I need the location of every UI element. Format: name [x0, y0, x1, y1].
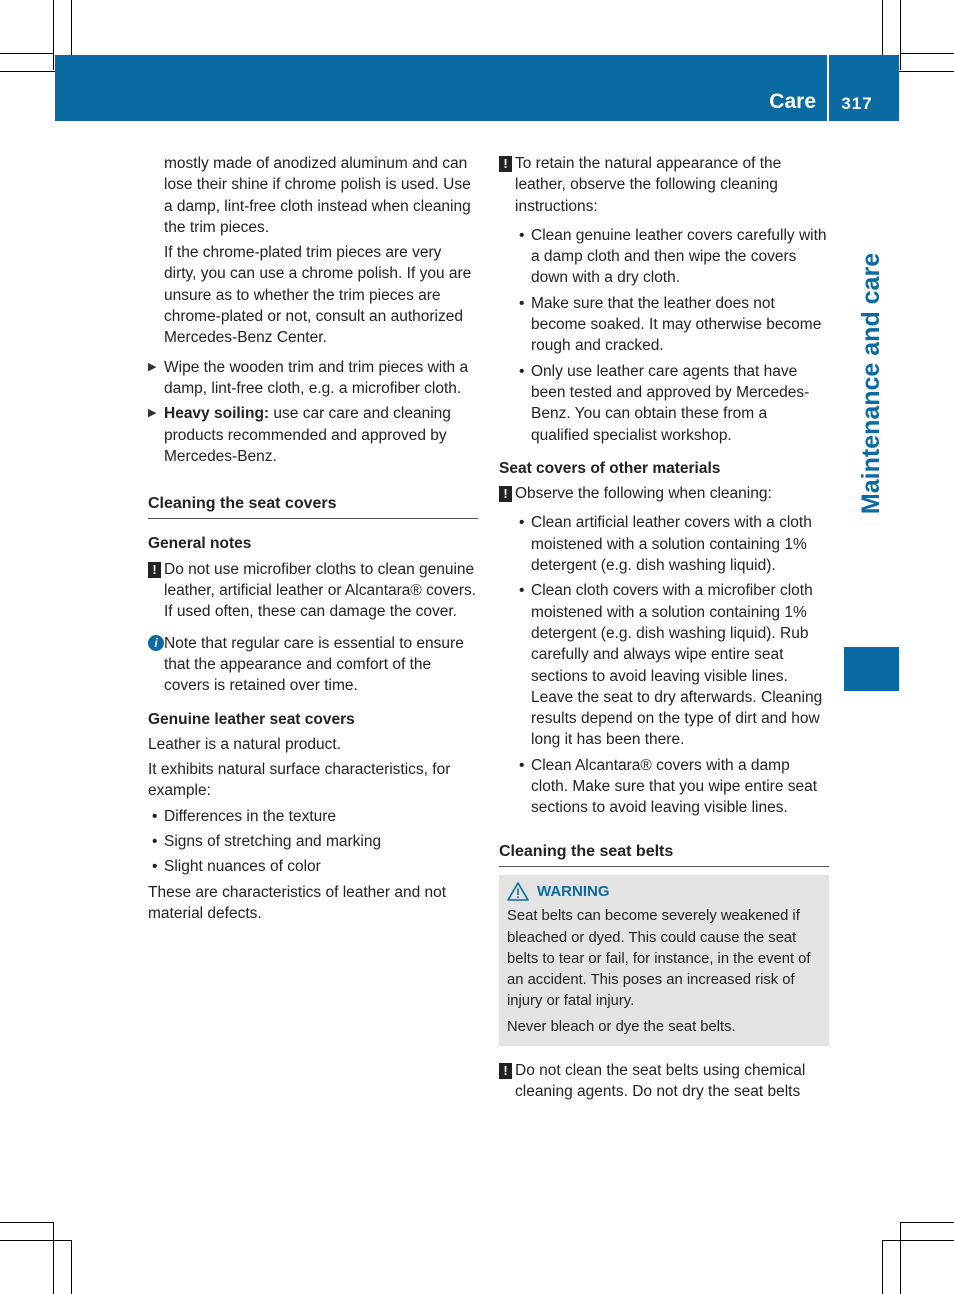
- section-title: Care: [769, 90, 816, 113]
- list-item-text: Slight nuances of color: [164, 858, 321, 876]
- crop-mark: [0, 71, 55, 72]
- warning-text: Seat belts can become severely weakened if bleached or dyed. This could cause the seat belts to tear or fail, for instance, in the event of an accident. This poses an increased risk of injury or fatal injury.: [507, 908, 811, 1010]
- list-item: • Signs of stretching and marking: [152, 833, 382, 851]
- caution-note: [499, 483, 829, 504]
- exclamation-icon: !: [499, 486, 512, 502]
- paragraph: If the chrome-plated trim pieces are very dirty, you can use a chrome polish. If you are unsure as to whether the trim pieces are chrome-plated or not, consult an authorized Mercedes-Benz Center.: [164, 244, 472, 347]
- step-text: use car care and cleaning products recommended and approved by Mercedes-Benz.: [164, 405, 451, 465]
- list-item: • Clean cloth covers with a microfiber cloth moistened with a solution containing 1% detergent (e.g. dish washing liquid). Rub carefully and always wipe entire seat sections to avoid leaving visible lines. Leave the seat to dry afterwards. Cleaning results depend on the type of dirt and how long it has been there.: [519, 582, 823, 749]
- crop-mark: [53, 1222, 54, 1294]
- instruction-step: [148, 403, 478, 467]
- list-item-text: Only use leather care agents that have been tested and approved by Mercedes-Benz. You can obtain these from a qualified specialist workshop.: [531, 362, 810, 444]
- paragraph: It exhibits natural surface characteristics, for example:: [148, 761, 451, 800]
- list-item: • Make sure that the leather does not become soaked. It may otherwise become rough and cracked.: [519, 294, 822, 355]
- warning-box: [499, 875, 829, 1046]
- arrow-bullet-icon: ▶: [148, 407, 157, 420]
- crop-mark: [899, 71, 954, 72]
- crop-mark: [0, 1222, 53, 1223]
- exclamation-icon: !: [148, 562, 161, 578]
- crop-mark: [0, 1240, 71, 1241]
- crop-mark: [900, 0, 901, 70]
- list-item-text: Clean cloth covers with a microfiber cloth moistened with a solution containing 1% detergent (e.g. dish washing liquid). Rub carefully and always wipe entire seat sections to avoid leaving visible lines. Leave the seat to dry afterwards. Cleaning results depend on the type of dirt and how long it has been there.: [531, 582, 823, 749]
- right-column: [499, 153, 829, 1107]
- caution-note: [499, 153, 829, 217]
- caution-note: [499, 1060, 829, 1103]
- info-icon: i: [148, 635, 164, 651]
- crop-mark: [901, 53, 954, 54]
- list-item-text: Differences in the texture: [164, 807, 337, 825]
- list-item-text: Clean genuine leather covers carefully with a damp cloth and then wipe the covers down with a dry cloth.: [531, 226, 827, 287]
- warning-title: WARNING: [537, 882, 610, 900]
- crop-mark: [0, 53, 53, 54]
- paragraph: These are characteristics of leather and not material defects.: [148, 883, 447, 922]
- list-item: • Clean genuine leather covers carefully with a damp cloth and then wipe the covers down with a dry cloth.: [519, 226, 827, 287]
- subheading: General notes: [148, 535, 252, 553]
- crop-mark: [900, 1222, 901, 1294]
- list-item-text: Signs of stretching and marking: [164, 833, 382, 851]
- list-item-text: Clean artificial leather covers with a cloth moistened with a solution containing 1% detergent (e.g. dish washing liquid).: [531, 514, 812, 575]
- section-heading-block: [148, 493, 478, 519]
- heading-rule: [148, 518, 478, 519]
- list-item: • Clean Alcantara® covers with a damp cloth. Make sure that you wipe entire seat sections to avoid leaving visible lines.: [519, 756, 818, 817]
- list-item: • Only use leather care agents that have been tested and approved by Mercedes-Benz. You can obtain these from a qualified specialist workshop.: [519, 362, 810, 444]
- arrow-bullet-icon: ▶: [148, 360, 157, 373]
- list-item: • Slight nuances of color: [152, 858, 321, 876]
- caution-note: [148, 559, 478, 623]
- section-heading: Cleaning the seat covers: [148, 495, 337, 513]
- list-item: • Clean artificial leather covers with a cloth moistened with a solution containing 1% detergent (e.g. dish washing liquid).: [519, 514, 812, 575]
- warning-header: [507, 881, 821, 902]
- note-text: To retain the natural appearance of the leather, observe the following cleaning instructions:: [515, 155, 782, 215]
- heading-rule: [499, 866, 829, 867]
- section-heading: Cleaning the seat belts: [499, 842, 674, 860]
- paragraph: mostly made of anodized aluminum and can lose their shine if chrome polish is used. Use a damp, lint-free cloth instead when cleaning the trim pieces.: [164, 155, 471, 236]
- list-item-text: Clean Alcantara® covers with a damp cloth. Make sure that you wipe entire seat sections to avoid leaving visible lines.: [531, 756, 818, 817]
- note-text: Do not use microfiber cloths to clean genuine leather, artificial leather or Alcantara® covers. If used often, these can damage the cover.: [164, 560, 477, 621]
- exclamation-icon: !: [499, 156, 512, 172]
- side-tab-block: [844, 647, 899, 691]
- list-item-text: Make sure that the leather does not become soaked. It may otherwise become rough and cracked.: [531, 294, 822, 355]
- subheading: Seat covers of other materials: [499, 459, 721, 477]
- exclamation-icon: !: [499, 1063, 512, 1079]
- section-heading-block: [499, 841, 829, 867]
- warning-triangle-icon: [507, 882, 529, 901]
- step-text: Wipe the wooden trim and trim pieces with a damp, lint-free cloth, e.g. a microfiber cloth.: [164, 358, 469, 397]
- left-column: [148, 153, 478, 928]
- side-tab-label: Maintenance and care: [857, 252, 885, 515]
- note-text: Do not clean the seat belts using chemical cleaning agents. Do not dry the seat belts: [515, 1061, 806, 1101]
- warning-text: Never bleach or dye the seat belts.: [507, 1018, 736, 1035]
- instruction-step: [148, 357, 478, 400]
- crop-mark: [882, 1240, 883, 1294]
- crop-mark: [882, 1240, 954, 1241]
- crop-mark: [71, 0, 72, 55]
- note-text: Observe the following when cleaning:: [515, 485, 772, 503]
- crop-mark: [900, 1222, 954, 1223]
- crop-mark: [53, 0, 54, 70]
- subheading: Genuine leather seat covers: [148, 710, 355, 728]
- crop-mark: [71, 1240, 72, 1294]
- paragraph: Leather is a natural product.: [148, 735, 342, 753]
- note-text: Note that regular care is essential to ensure that the appearance and comfort of the covers is retained over time.: [164, 634, 464, 695]
- info-note: [148, 633, 478, 697]
- page-number: 317: [841, 94, 873, 113]
- crop-mark: [882, 0, 883, 55]
- list-item: • Differences in the texture: [152, 807, 337, 825]
- step-bold-label: Heavy soiling:: [164, 405, 270, 423]
- side-tab: [844, 121, 899, 646]
